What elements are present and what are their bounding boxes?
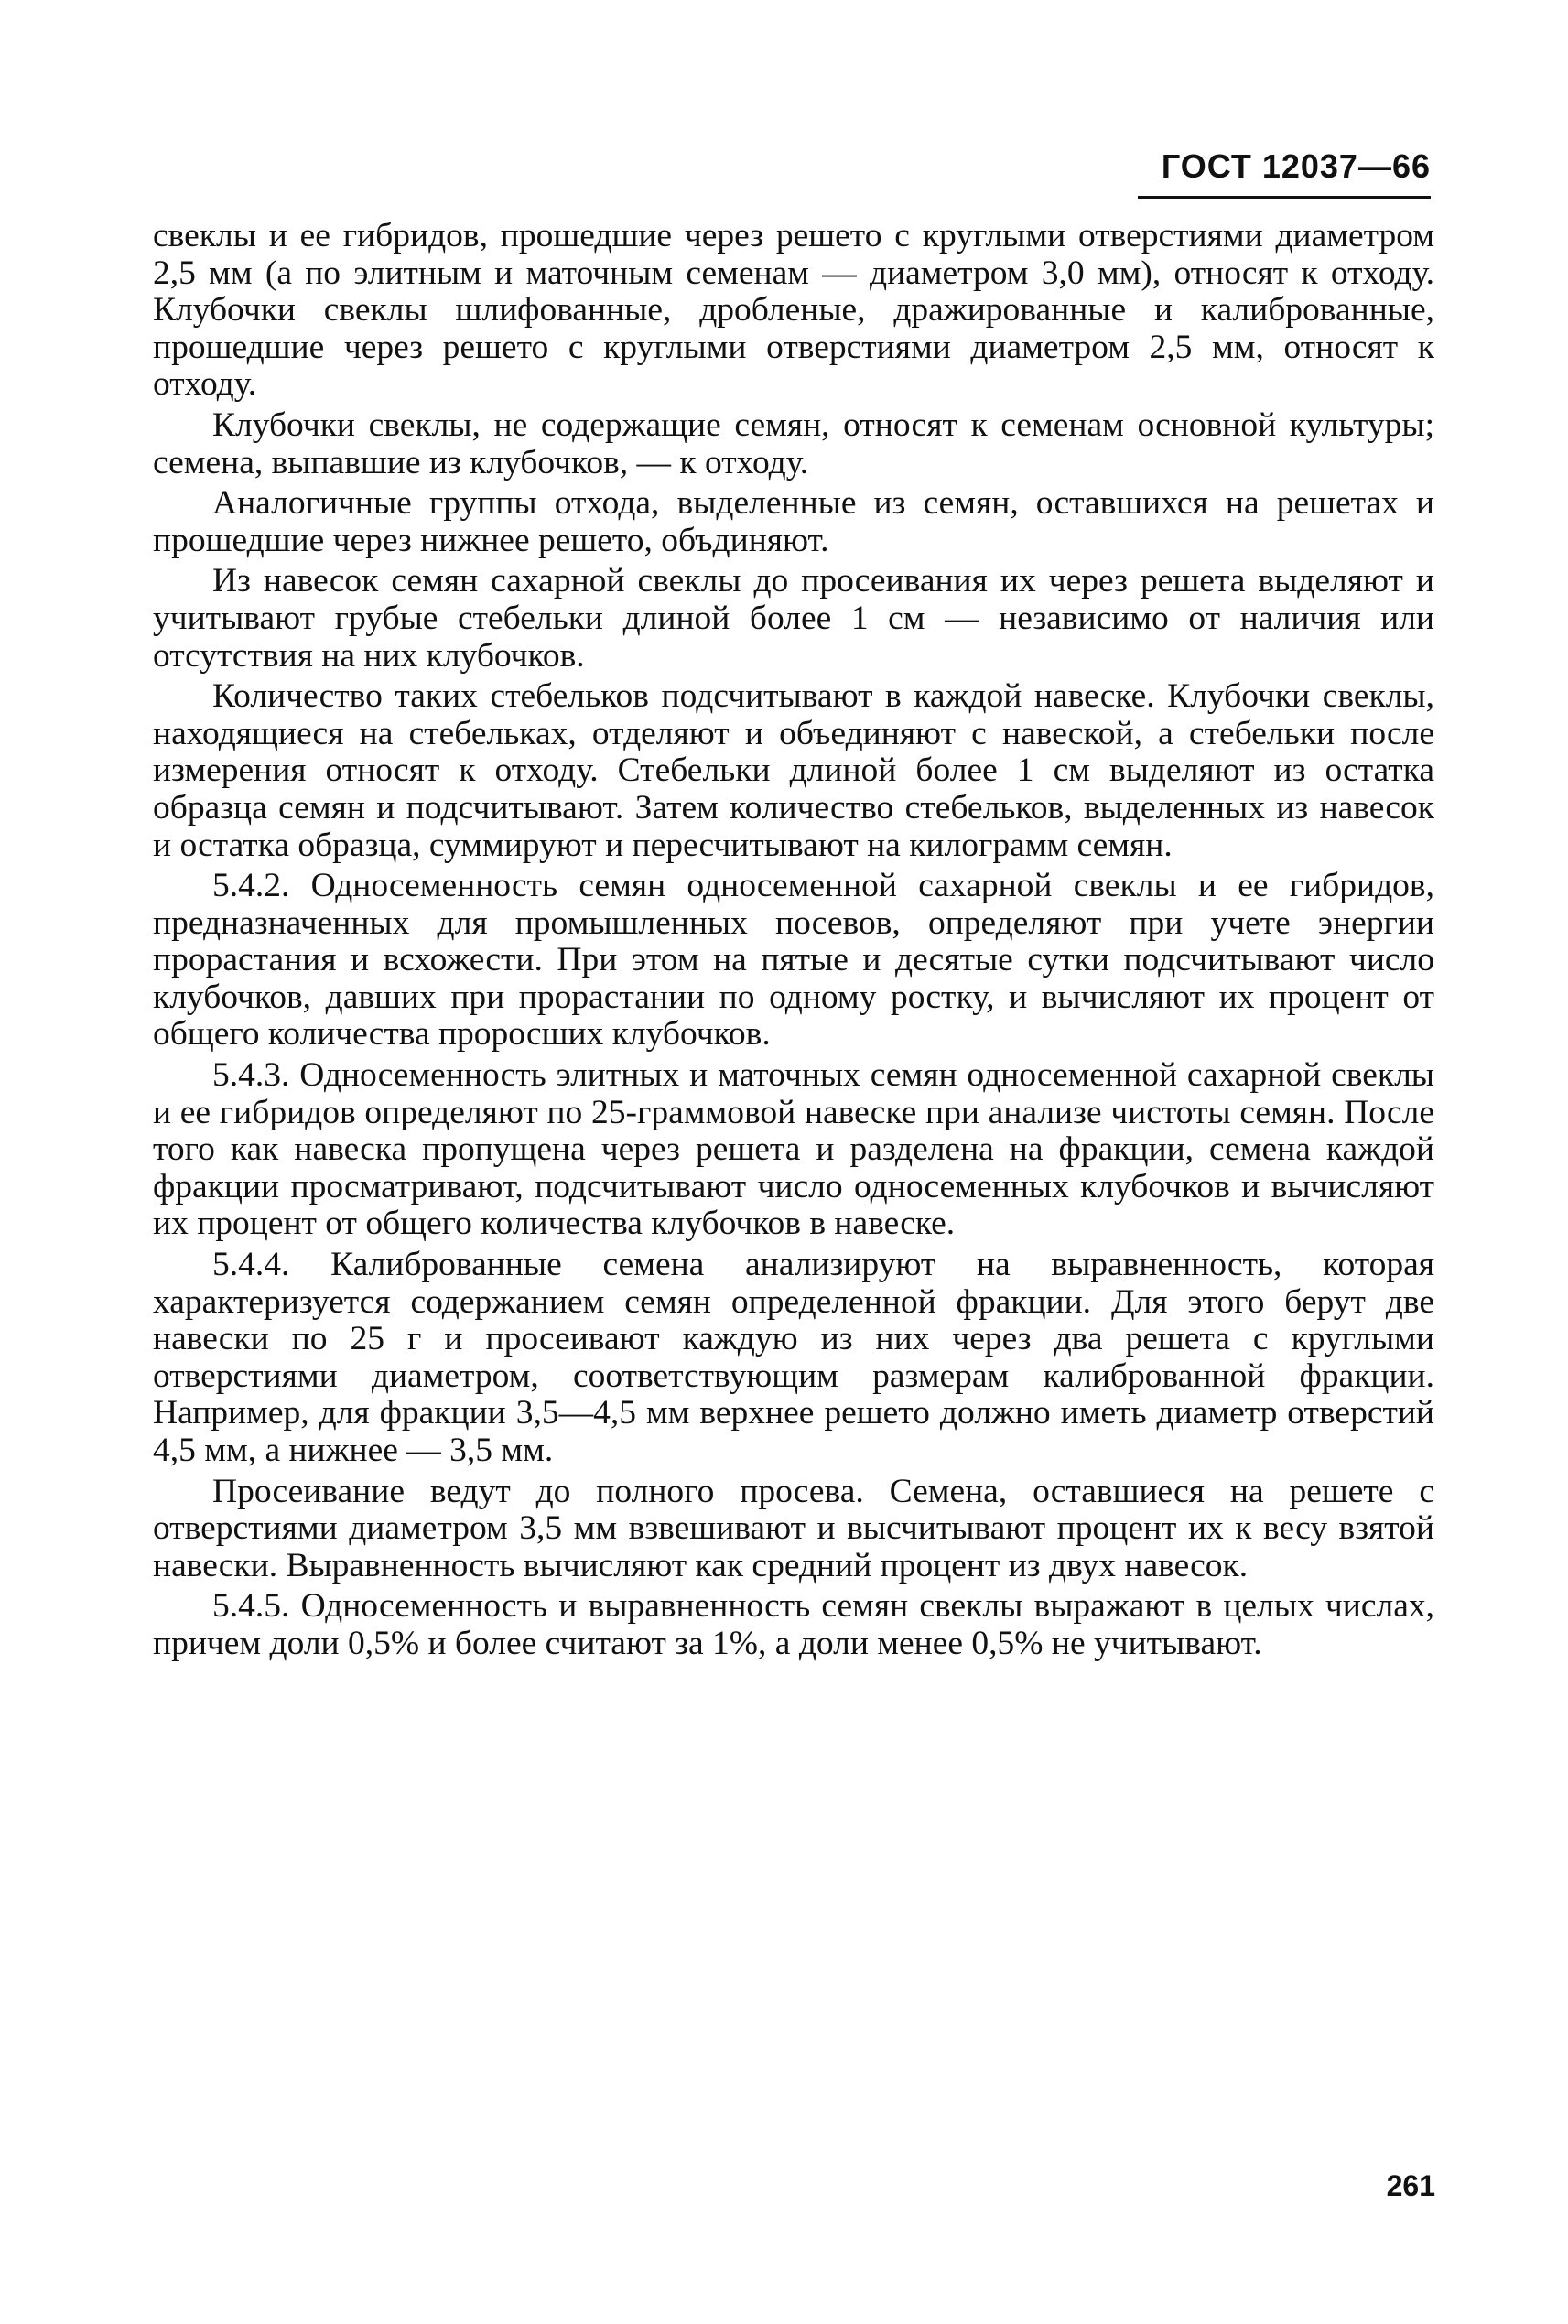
paragraph: Количество таких стебельков подсчитывают в каждой навеске. Клубочки свеклы, находящиеся на стебельках, отделяют и объединяют с навеской, а стебельки после измерения относят к отходу. Стебельки длиной более 1 см выделяют из остатка образца семян и подсчитывают. Затем количество стебельков, выделенных из навесок и остатка образца, суммируют и пересчитывают на килограмм семян. [153, 677, 1434, 864]
clause-5-4-2: 5.4.2. Односеменность семян односеменной сахарной свеклы и ее гибридов, предназначенных для промышленных посевов, определяют при учете энергии прорастания и всхожести. При этом на пятые и десятые сутки подсчитывают число клубочков, давших при прорастании по одному ростку, и вычисляют их процент от общего количества проросших клубочков. [153, 867, 1434, 1054]
paragraph: Аналогичные группы отхода, выделенные из семян, оставшихся на решетах и прошедшие через нижнее решето, объдиняют. [153, 484, 1434, 559]
clause-5-4-3: 5.4.3. Односеменность элитных и маточных семян односеменной сахарной свеклы и ее гибридов определяют по 25-граммовой навеске при анализе чистоты семян. После того как навеска пропущена через решета и разделена на фракции, семена каждой фракции просматривают, подсчитывают число односеменных клубочков и вычисляют их процент от общего количества клубочков в навеске. [153, 1056, 1434, 1243]
page-number: 261 [1386, 2169, 1435, 2202]
clause-5-4-5: 5.4.5. Односеменность и выравненность семян свеклы выражают в целых числах, причем доли 0,5% и более считают за 1%, а доли менее 0,5% не учитывают. [153, 1587, 1434, 1662]
paragraph: Клубочки свеклы, не содержащие семян, относят к семенам основной культуры; семена, выпавшие из клубочков, — к отходу. [153, 405, 1434, 481]
paragraph: Из навесок семян сахарной свеклы до просеивания их через решета выделяют и учитывают грубые стебельки длиной более 1 см — независимо от наличия или отсутствия на них клубочков. [153, 562, 1434, 675]
paragraph: Просеивание ведут до полного просева. Семена, оставшиеся на решете с отверстиями диаметром 3,5 мм взвешивают и высчитывают процент их к весу взятой навески. Выравненность вычисляют как средний процент из двух навесок. [153, 1472, 1434, 1584]
paragraph-continuation: свеклы и ее гибридов, прошедшие через решето с круглыми отверстиями диаметром 2,5 мм (а по элитным и маточным семенам — диаметром 3,0 мм), относят к отходу. Клубочки свеклы шлифованные, дробленые, дражированные и калиброванные, прошедшие через решето с круглыми отверстиями диаметром 2,5 мм, относят к отходу. [153, 217, 1434, 404]
clause-5-4-4: 5.4.4. Калиброванные семена анализируют на выравненность, которая характеризуется содержанием семян определенной фракции. Для этого берут две навески по 25 г и просеивают каждую из них через два решета с круглыми отверстиями диаметром, соответствующим размерам калиброванной фракции. Например, для фракции 3,5—4,5 мм верхнее решето должно иметь диаметр отверстий 4,5 мм, а нижнее — 3,5 мм. [153, 1246, 1434, 1469]
standard-number: ГОСТ 12037—66 [1161, 147, 1431, 185]
page-header [1138, 146, 1431, 199]
header-rule [1138, 196, 1431, 199]
body-text [153, 218, 1434, 1667]
